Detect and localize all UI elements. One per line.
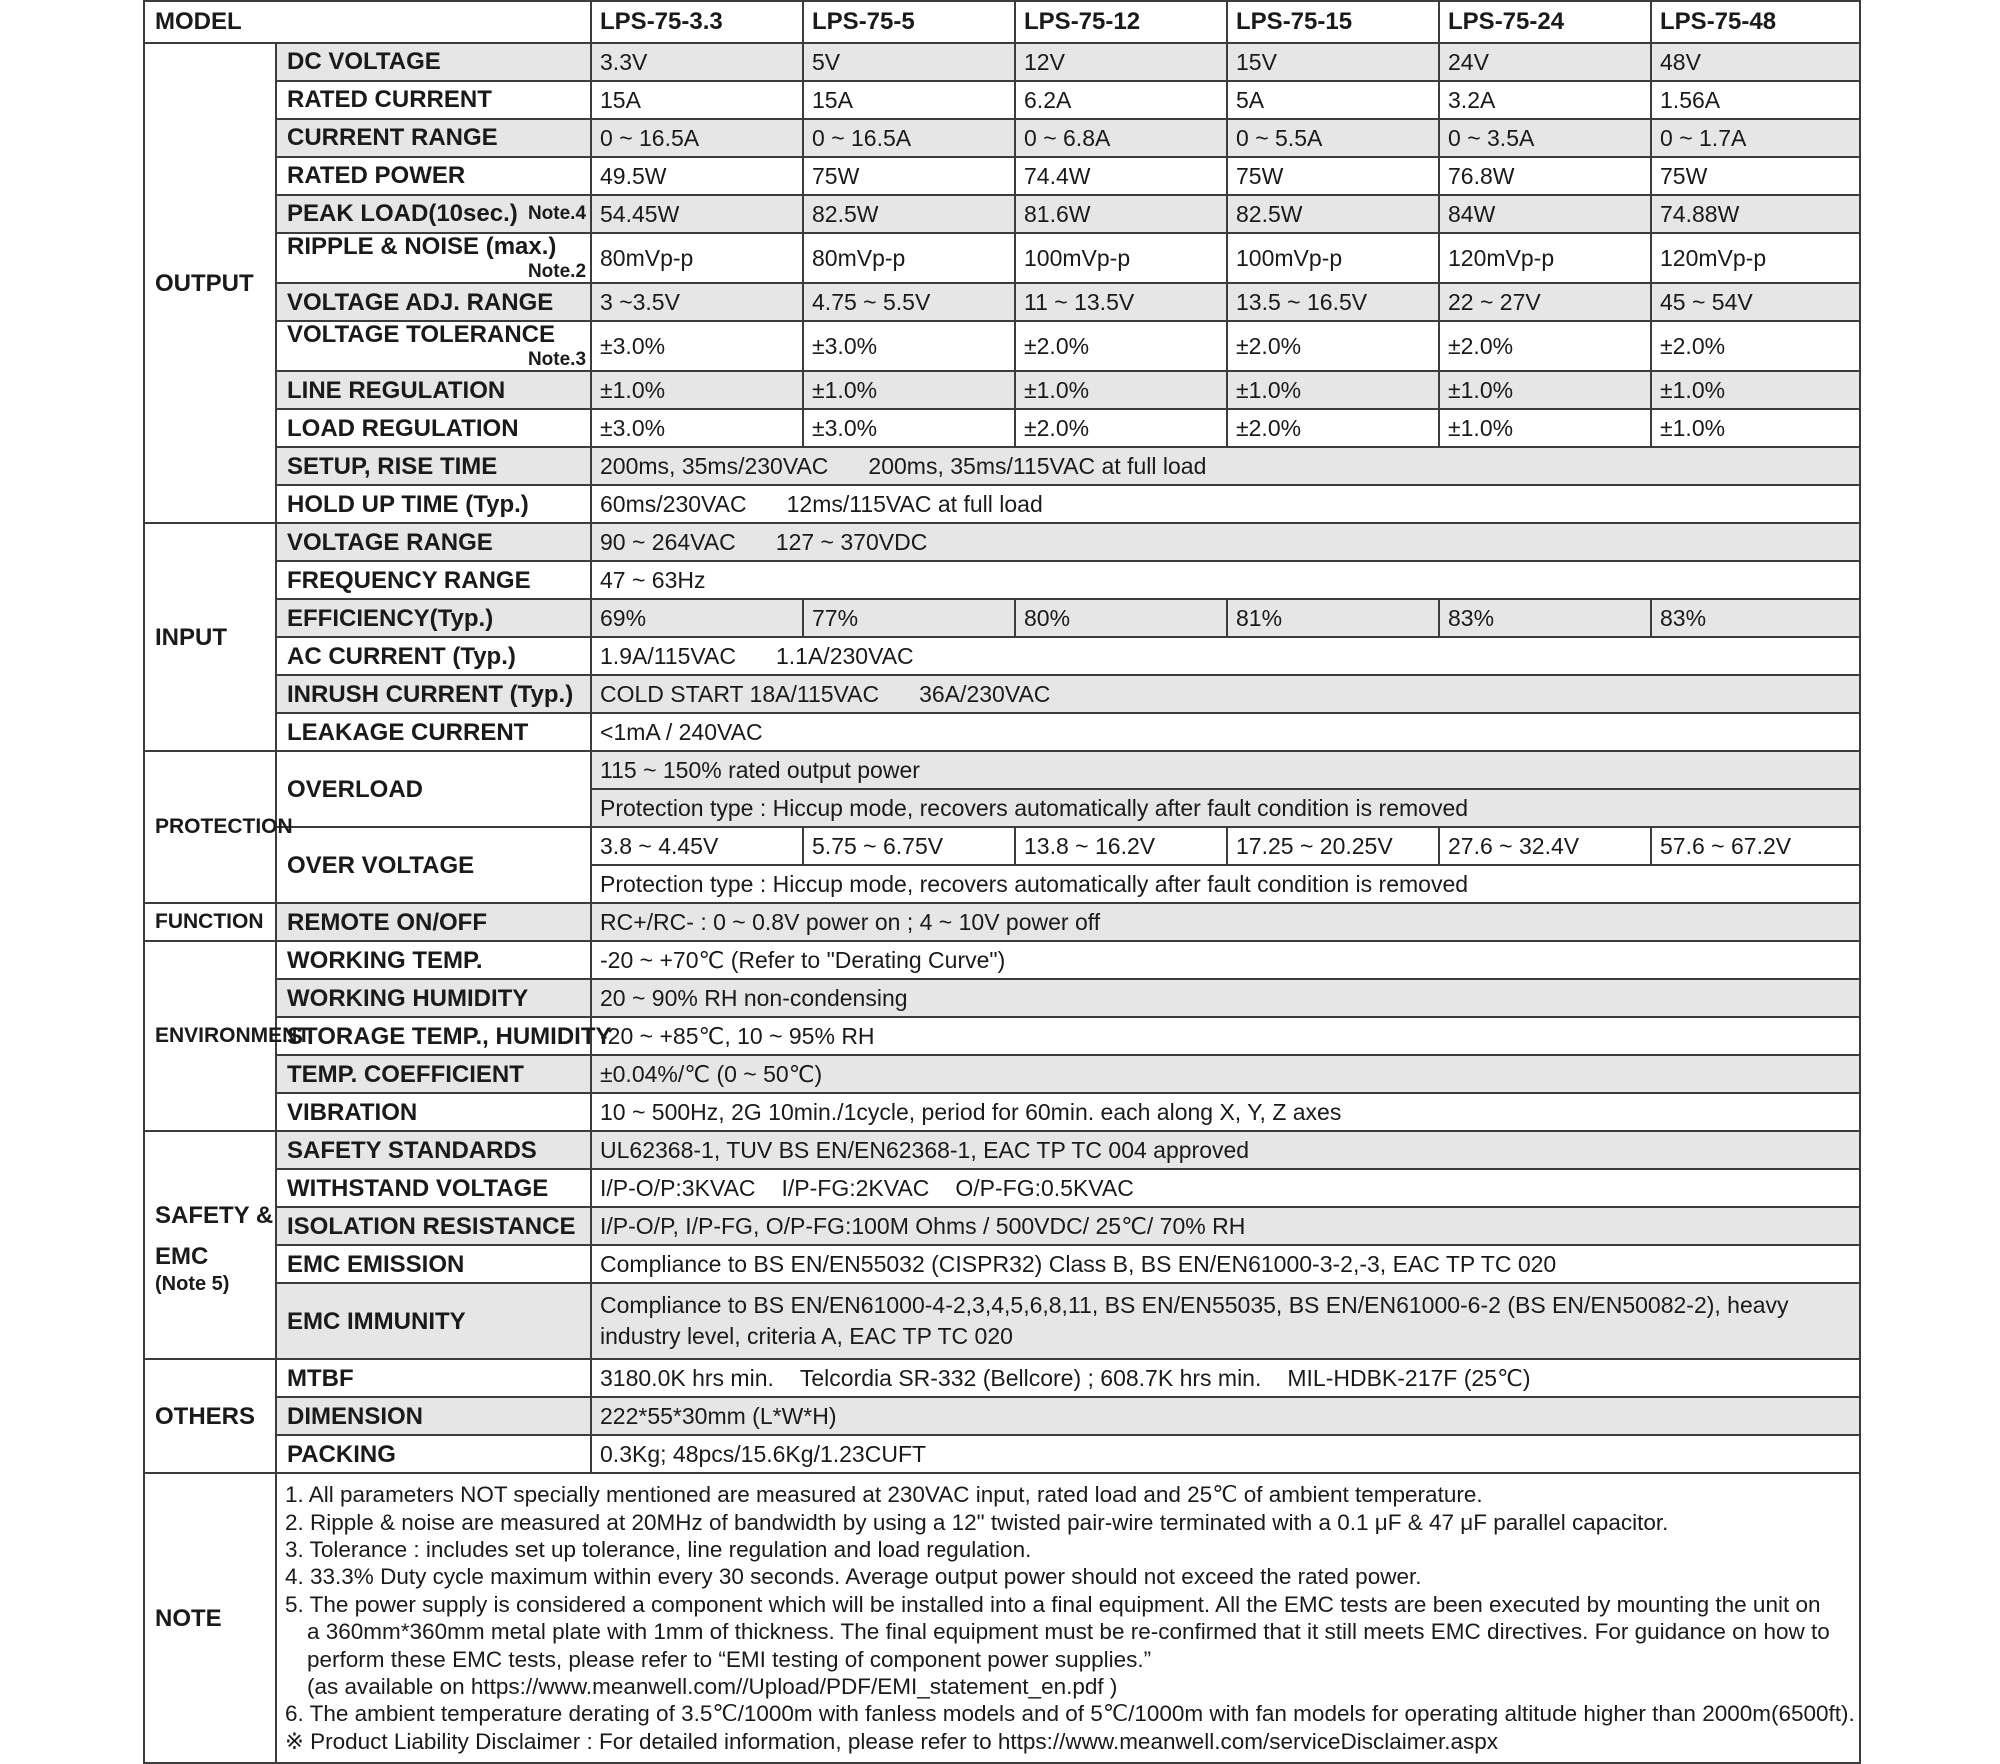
cell: 57.6 ~ 67.2V: [1651, 827, 1860, 865]
others-row-dimension: [144, 1397, 1860, 1435]
row-label: EMC EMISSION: [276, 1245, 591, 1283]
cell-merged: Protection type : Hiccup mode, recovers automatically after fault condition is removed: [591, 865, 1860, 903]
cell-part: 90 ~ 264VAC: [600, 529, 736, 556]
cell: 48V: [1651, 43, 1860, 81]
cell: 83%: [1439, 599, 1651, 637]
others-category: OTHERS: [144, 1359, 276, 1473]
environment-row: [144, 941, 1860, 979]
cell-part: O/P-FG:0.5KVAC: [955, 1175, 1134, 1202]
row-label: VIBRATION: [276, 1093, 591, 1131]
environment-row: [144, 1017, 1860, 1055]
safety-category: [144, 1131, 276, 1359]
row-label: WORKING TEMP.: [276, 941, 591, 979]
cell: ±1.0%: [1015, 371, 1227, 409]
cell-part: I/P-FG:2KVAC: [781, 1175, 930, 1202]
input-row-frequency-range: [144, 561, 1860, 599]
row-label: LOAD REGULATION: [276, 409, 591, 447]
notes-block: [276, 1473, 1860, 1763]
cell: 74.4W: [1015, 157, 1227, 195]
cell: 49.5W: [591, 157, 803, 195]
others-row-mtbf: [144, 1359, 1860, 1397]
note-line: 2. Ripple & noise are measured at 20MHz of bandwidth by using a 12" twisted pair-wire terminated with a 0.1 μF & 47 μF parallel capacitor.: [285, 1509, 1669, 1535]
output-row-setup-rise-time: [144, 447, 1860, 485]
cell: ±2.0%: [1015, 409, 1227, 447]
output-row-hold-up-time: [144, 485, 1860, 523]
cell: 0 ~ 6.8A: [1015, 119, 1227, 157]
row-label: LEAKAGE CURRENT: [276, 713, 591, 751]
cell-merged: [591, 523, 1860, 561]
output-row-ripple-noise: [144, 233, 1860, 283]
cell: 3.3V: [591, 43, 803, 81]
row-label: WORKING HUMIDITY: [276, 979, 591, 1017]
cell: 84W: [1439, 195, 1651, 233]
cell: 3.8 ~ 4.45V: [591, 827, 803, 865]
cell: ±1.0%: [803, 371, 1015, 409]
cell: 0 ~ 16.5A: [591, 119, 803, 157]
cell: 17.25 ~ 20.25V: [1227, 827, 1439, 865]
row-label: DIMENSION: [276, 1397, 591, 1435]
cell: 81.6W: [1015, 195, 1227, 233]
row-label: EFFICIENCY(Typ.): [276, 599, 591, 637]
cell: ±1.0%: [1651, 371, 1860, 409]
note-reference: Note.2: [527, 261, 587, 283]
disclaimer-line: ※ Product Liability Disclaimer : For detailed information, please refer to https://www.meanwell.com/serviceDisclaimer.aspx: [285, 1728, 1499, 1754]
cell-part: 3180.0K hrs min.: [600, 1365, 774, 1392]
cell: ±3.0%: [591, 321, 803, 371]
cell: 27.6 ~ 32.4V: [1439, 827, 1651, 865]
environment-category: ENVIRONMENT: [144, 941, 276, 1131]
function-row-remote: [144, 903, 1860, 941]
cell-part: 1.1A/230VAC: [775, 643, 914, 670]
cell-part: Telcordia SR-332 (Bellcore) ; 608.7K hrs min.: [799, 1365, 1262, 1392]
model-name: LPS-75-48: [1651, 1, 1860, 43]
model-name: LPS-75-12: [1015, 1, 1227, 43]
note-line: 4. 33.3% Duty cycle maximum within every 30 seconds. Average output power should not exceed the rated power.: [285, 1564, 1422, 1590]
row-label: LINE REGULATION: [276, 371, 591, 409]
row-label: FREQUENCY RANGE: [276, 561, 591, 599]
cell-merged: [591, 1359, 1860, 1397]
cell-part: 200ms, 35ms/230VAC: [600, 453, 829, 480]
input-row-inrush-current: [144, 675, 1860, 713]
notes-category: NOTE: [144, 1473, 276, 1763]
row-label: [276, 321, 591, 371]
cell: 120mVp-p: [1651, 233, 1860, 283]
cell: 74.88W: [1651, 195, 1860, 233]
cell: 5A: [1227, 81, 1439, 119]
cell: 6.2A: [1015, 81, 1227, 119]
cell-part: COLD START 18A/115VAC: [600, 681, 880, 708]
protection-row-overload-1: [144, 751, 1860, 789]
cell: 100mVp-p: [1227, 233, 1439, 283]
cell-merged: 115 ~ 150% rated output power: [591, 751, 1860, 789]
cell: ±2.0%: [1015, 321, 1227, 371]
cell: 13.8 ~ 16.2V: [1015, 827, 1227, 865]
output-row-voltage-tolerance: [144, 321, 1860, 371]
note-line: 3. Tolerance : includes set up tolerance, line regulation and load regulation.: [285, 1537, 1032, 1563]
cell: ±3.0%: [803, 321, 1015, 371]
output-row-load-regulation: [144, 409, 1860, 447]
safety-category-line: EMC: [155, 1242, 209, 1270]
cell-merged: [591, 675, 1860, 713]
safety-category-line: SAFETY &: [155, 1201, 274, 1229]
cell: 45 ~ 54V: [1651, 283, 1860, 321]
cell-part: MIL-HDBK-217F (25℃): [1287, 1365, 1531, 1392]
row-label-text: RIPPLE & NOISE (max.): [287, 233, 557, 260]
cell-part: 200ms, 35ms/115VAC at full load: [868, 453, 1207, 480]
cell-part: 1.9A/115VAC: [600, 643, 736, 670]
cell: 54.45W: [591, 195, 803, 233]
cell: ±1.0%: [1227, 371, 1439, 409]
output-row-line-regulation: [144, 371, 1860, 409]
cell: 75W: [803, 157, 1015, 195]
cell: 1.56A: [1651, 81, 1860, 119]
model-name: LPS-75-5: [803, 1, 1015, 43]
cell: ±2.0%: [1651, 321, 1860, 371]
cell-part: I/P-O/P:3KVAC: [600, 1175, 756, 1202]
safety-row-withstand: [144, 1169, 1860, 1207]
cell-merged: 222*55*30mm (L*W*H): [591, 1397, 1860, 1435]
row-label: DC VOLTAGE: [276, 43, 591, 81]
cell: 82.5W: [1227, 195, 1439, 233]
cell: 13.5 ~ 16.5V: [1227, 283, 1439, 321]
model-name: LPS-75-3.3: [591, 1, 803, 43]
others-row-packing: [144, 1435, 1860, 1473]
cell: 76.8W: [1439, 157, 1651, 195]
row-label: ISOLATION RESISTANCE: [276, 1207, 591, 1245]
cell-merged: Compliance to BS EN/EN61000-4-2,3,4,5,6,8,11, BS EN/EN55035, BS EN/EN61000-6-2 (BS EN/EN50082-2), heavy industry level, criteria A, EAC TP TC 020: [591, 1283, 1860, 1359]
cell-merged: 10 ~ 500Hz, 2G 10min./1cycle, period for 60min. each along X, Y, Z axes: [591, 1093, 1860, 1131]
row-label: [276, 233, 591, 283]
cell-merged: -20 ~ +70℃ (Refer to "Derating Curve"): [591, 941, 1860, 979]
cell: 69%: [591, 599, 803, 637]
cell: ±1.0%: [1439, 371, 1651, 409]
cell: 100mVp-p: [1015, 233, 1227, 283]
cell: 82.5W: [803, 195, 1015, 233]
cell: 80mVp-p: [591, 233, 803, 283]
cell: 12V: [1015, 43, 1227, 81]
note-line: (as available on https://www.meanwell.com//Upload/PDF/EMI_statement_en.pdf ): [307, 1674, 1118, 1700]
row-label: AC CURRENT (Typ.): [276, 637, 591, 675]
safety-row-emc-emission: [144, 1245, 1860, 1283]
cell-merged: 47 ~ 63Hz: [591, 561, 1860, 599]
row-label: VOLTAGE RANGE: [276, 523, 591, 561]
row-label: INRUSH CURRENT (Typ.): [276, 675, 591, 713]
cell: 0 ~ 16.5A: [803, 119, 1015, 157]
cell: ±1.0%: [591, 371, 803, 409]
row-label: TEMP. COEFFICIENT: [276, 1055, 591, 1093]
row-label: SAFETY STANDARDS: [276, 1131, 591, 1169]
row-label: MTBF: [276, 1359, 591, 1397]
protection-category: PROTECTION: [144, 751, 276, 903]
output-row-current-range: [144, 119, 1860, 157]
row-label: REMOTE ON/OFF: [276, 903, 591, 941]
row-label: HOLD UP TIME (Typ.): [276, 485, 591, 523]
cell: ±1.0%: [1439, 409, 1651, 447]
function-category: FUNCTION: [144, 903, 276, 941]
cell: ±1.0%: [1651, 409, 1860, 447]
spec-table: [143, 0, 1861, 1764]
output-row-rated-current: [144, 81, 1860, 119]
input-row-ac-current: [144, 637, 1860, 675]
cell-part: 127 ~ 370VDC: [775, 529, 928, 556]
row-label: OVERLOAD: [276, 751, 591, 827]
row-label-text: PEAK LOAD(10sec.): [287, 200, 518, 228]
cell: ±2.0%: [1227, 409, 1439, 447]
cell: 22 ~ 27V: [1439, 283, 1651, 321]
cell-merged: 0.3Kg; 48pcs/15.6Kg/1.23CUFT: [591, 1435, 1860, 1473]
output-row-rated-power: [144, 157, 1860, 195]
row-label: WITHSTAND VOLTAGE: [276, 1169, 591, 1207]
model-row: [144, 1, 1860, 43]
input-row-efficiency: [144, 599, 1860, 637]
note-line: 5. The power supply is considered a component which will be installed into a final equipment. All the EMC tests are been executed by mounting the unit on: [285, 1591, 1821, 1617]
cell: 77%: [803, 599, 1015, 637]
row-label: [276, 195, 591, 233]
cell-merged: Compliance to BS EN/EN55032 (CISPR32) Class B, BS EN/EN61000-3-2,-3, EAC TP TC 020: [591, 1245, 1860, 1283]
cell: 3 ~3.5V: [591, 283, 803, 321]
output-row-voltage-adj-range: [144, 283, 1860, 321]
note-reference: Note.4: [527, 203, 587, 225]
cell: 15A: [591, 81, 803, 119]
cell: ±2.0%: [1439, 321, 1651, 371]
safety-row-emc-immunity: [144, 1283, 1860, 1359]
row-label: OVER VOLTAGE: [276, 827, 591, 903]
cell-merged: UL62368-1, TUV BS EN/EN62368-1, EAC TP TC 004 approved: [591, 1131, 1860, 1169]
cell: ±2.0%: [1227, 321, 1439, 371]
note-line: 1. All parameters NOT specially mentioned are measured at 230VAC input, rated load and 25℃ of ambient temperature.: [285, 1482, 1483, 1508]
output-row-peak-load: [144, 195, 1860, 233]
cell: 5V: [803, 43, 1015, 81]
input-row-leakage-current: [144, 713, 1860, 751]
environment-row: [144, 979, 1860, 1017]
cell: 75W: [1651, 157, 1860, 195]
cell: 5.75 ~ 6.75V: [803, 827, 1015, 865]
row-label: STORAGE TEMP., HUMIDITY: [276, 1017, 591, 1055]
cell: 0 ~ 3.5A: [1439, 119, 1651, 157]
cell-part: 60ms/230VAC: [600, 491, 747, 518]
cell-part: 12ms/115VAC at full load: [786, 491, 1043, 518]
cell-merged: 20 ~ 90% RH non-condensing: [591, 979, 1860, 1017]
cell: 81%: [1227, 599, 1439, 637]
input-category: INPUT: [144, 523, 276, 751]
notes-row: [144, 1473, 1860, 1763]
cell: 83%: [1651, 599, 1860, 637]
row-label: RATED POWER: [276, 157, 591, 195]
output-category: OUTPUT: [144, 43, 276, 523]
cell: 15A: [803, 81, 1015, 119]
model-label: MODEL: [144, 1, 591, 43]
row-label: SETUP, RISE TIME: [276, 447, 591, 485]
cell-merged: ±0.04%/℃ (0 ~ 50℃): [591, 1055, 1860, 1093]
row-label: RATED CURRENT: [276, 81, 591, 119]
cell: 4.75 ~ 5.5V: [803, 283, 1015, 321]
row-label: PACKING: [276, 1435, 591, 1473]
cell-merged: [591, 637, 1860, 675]
safety-category-note: (Note 5): [155, 1272, 230, 1295]
input-row-voltage-range: [144, 523, 1860, 561]
row-label: EMC IMMUNITY: [276, 1283, 591, 1359]
cell-merged: I/P-O/P, I/P-FG, O/P-FG:100M Ohms / 500VDC/ 25℃/ 70% RH: [591, 1207, 1860, 1245]
cell-part: 36A/230VAC: [919, 681, 1051, 708]
cell: 15V: [1227, 43, 1439, 81]
safety-row-standards: [144, 1131, 1860, 1169]
cell: 3.2A: [1439, 81, 1651, 119]
cell-merged: Protection type : Hiccup mode, recovers automatically after fault condition is removed: [591, 789, 1860, 827]
cell: 0 ~ 1.7A: [1651, 119, 1860, 157]
cell: 24V: [1439, 43, 1651, 81]
environment-row: [144, 1093, 1860, 1131]
cell: 11 ~ 13.5V: [1015, 283, 1227, 321]
environment-row: [144, 1055, 1860, 1093]
note-line: 6. The ambient temperature derating of 3.5℃/1000m with fanless models and of 5℃/1000m with fan models for operating altitude higher than 2000m(6500ft).: [285, 1701, 1855, 1727]
cell: 80mVp-p: [803, 233, 1015, 283]
cell-merged: [591, 1169, 1860, 1207]
note-line: a 360mm*360mm metal plate with 1mm of thickness. The final equipment must be re-confirmed that it still meets EMC directives. For guidance on how to: [307, 1619, 1830, 1645]
cell: 0 ~ 5.5A: [1227, 119, 1439, 157]
cell: ±3.0%: [803, 409, 1015, 447]
cell: 75W: [1227, 157, 1439, 195]
cell: 80%: [1015, 599, 1227, 637]
output-row-dc-voltage: [144, 43, 1860, 81]
cell-merged: [591, 485, 1860, 523]
row-label: CURRENT RANGE: [276, 119, 591, 157]
cell-merged: [591, 447, 1860, 485]
cell-merged: -20 ~ +85℃, 10 ~ 95% RH: [591, 1017, 1860, 1055]
note-line: perform these EMC tests, please refer to “EMI testing of component power supplies.”: [307, 1646, 1152, 1672]
protection-row-over-voltage-1: [144, 827, 1860, 865]
safety-row-isolation: [144, 1207, 1860, 1245]
cell-merged: <1mA / 240VAC: [591, 713, 1860, 751]
row-label-text: VOLTAGE TOLERANCE: [287, 321, 556, 349]
cell: ±3.0%: [591, 409, 803, 447]
model-name: LPS-75-24: [1439, 1, 1651, 43]
note-reference: Note.3: [527, 349, 587, 371]
row-label: VOLTAGE ADJ. RANGE: [276, 283, 591, 321]
cell: 120mVp-p: [1439, 233, 1651, 283]
model-name: LPS-75-15: [1227, 1, 1439, 43]
cell-merged: RC+/RC- : 0 ~ 0.8V power on ; 4 ~ 10V power off: [591, 903, 1860, 941]
